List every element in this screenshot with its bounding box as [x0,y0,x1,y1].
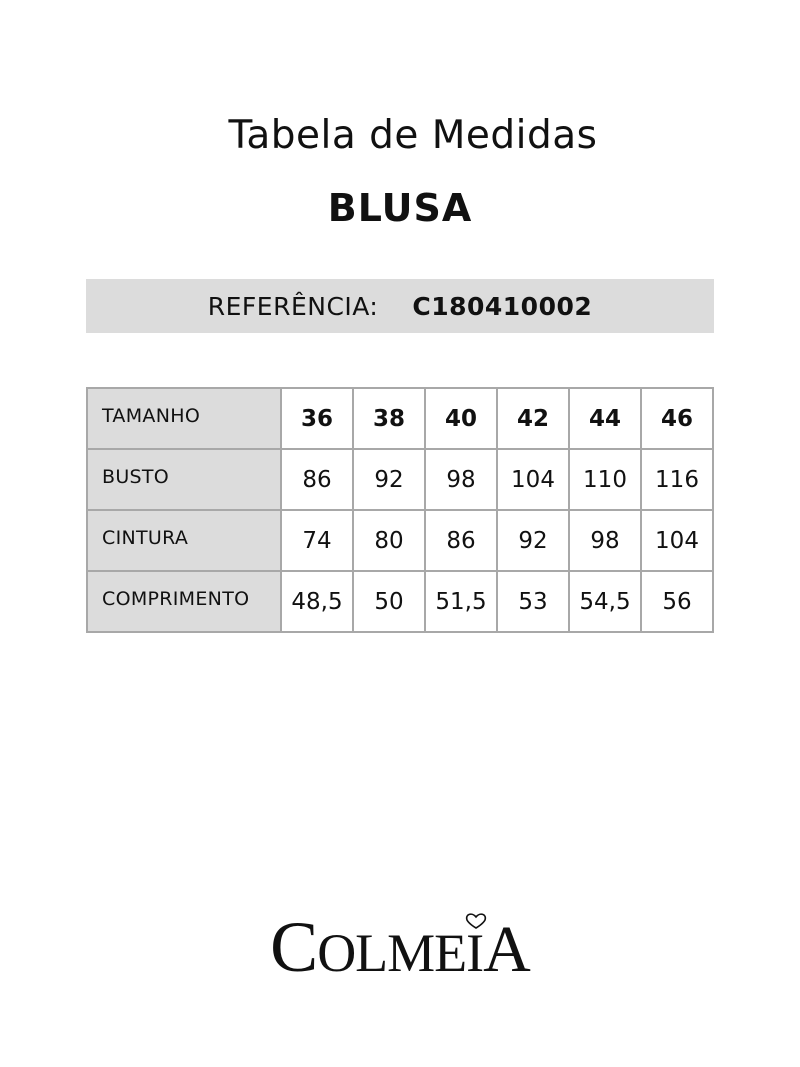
page-title: Tabela de Medidas [228,113,598,158]
measurement-cell: 104 [497,449,569,510]
size-header-cell: 38 [353,388,425,449]
measurement-cell: 48,5 [281,571,353,632]
row-label-busto: BUSTO [87,449,281,510]
row-label-cintura: CINTURA [87,510,281,571]
product-type: BLUSA [327,186,473,230]
table-row-comprimento [87,571,713,632]
size-header-cell: 42 [497,388,569,449]
measurement-cell: 110 [569,449,641,510]
measurement-cell: 98 [425,449,497,510]
brand-logo [0,903,800,983]
measurement-cell: 86 [281,449,353,510]
measurement-cell: 98 [569,510,641,571]
table-row-cintura [87,510,713,571]
measurement-cell: 116 [641,449,713,510]
measurement-cell: 54,5 [569,571,641,632]
size-header-cell: 46 [641,388,713,449]
reference-label: REFERÊNCIA: [207,291,379,321]
measurement-cell: 86 [425,510,497,571]
reference-bar [86,279,714,333]
row-label-comprimento: COMPRIMENTO [87,571,281,632]
table-header-row [87,388,713,449]
reference-code: C180410002 [412,291,593,321]
size-header-cell: 44 [569,388,641,449]
size-chart-table [86,387,714,633]
table-row-busto [87,449,713,510]
measurement-cell: 51,5 [425,571,497,632]
measurement-cell: 104 [641,510,713,571]
size-header-cell: 40 [425,388,497,449]
size-header-cell: 36 [281,388,353,449]
measurement-cell: 50 [353,571,425,632]
measurement-cell: 92 [497,510,569,571]
colmeia-logo-icon [250,903,550,983]
measurement-cell: 92 [353,449,425,510]
measurement-cell: 74 [281,510,353,571]
measurement-cell: 80 [353,510,425,571]
measurement-cell: 56 [641,571,713,632]
row-label-size: TAMANHO [87,388,281,449]
svg-text:COLMEIA: COLMEIA [270,907,530,983]
measurement-cell: 53 [497,571,569,632]
